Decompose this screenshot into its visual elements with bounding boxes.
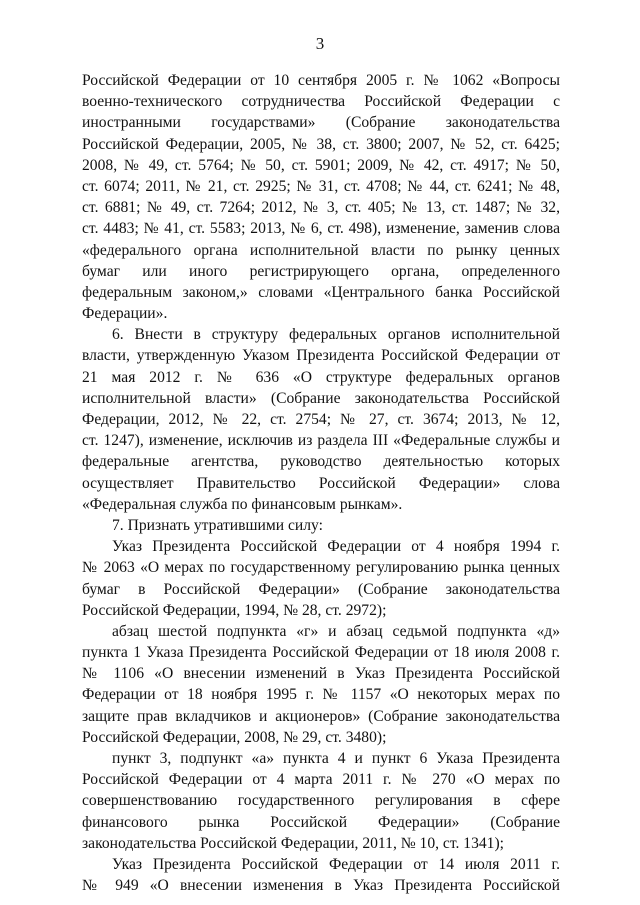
text-line: бумаг в Российской Федерации» (Собрание законодательства xyxy=(82,580,560,598)
text-line: ст. 6074; 2011, № 21, ст. 2925; № 31, ст. 4708; № 44, ст. 6241; № 48, xyxy=(82,177,560,195)
document-body xyxy=(82,70,560,896)
text-line: ст. 4483; № 41, ст. 5583; 2013, № 6, ст. 498), изменение, заменив слова xyxy=(82,220,560,238)
text-line: защите прав вкладчиков и акционеров» (Собрание законодательства xyxy=(82,707,560,725)
text-line: федеральным законом,» словами «Центрального банка Российской xyxy=(82,283,560,301)
page-number: 3 xyxy=(315,34,325,53)
text-line: Указ Президента Российской Федерации от 14 июля 2011 г. xyxy=(112,855,560,873)
text-line: абзац шестой подпункта «г» и абзац седьмой подпункта «д» xyxy=(112,622,560,640)
text-line: Российской Федерации от 4 марта 2011 г. № 270 «О мерах по xyxy=(82,771,560,789)
text-line: федеральные агентства, руководство деятельностью которых xyxy=(82,453,560,471)
text-line: № 949 «О внесении изменения в Указ Президента Российской xyxy=(82,877,560,895)
text-line: ст. 6881; № 49, ст. 7264; 2012, № 3, ст. 405; № 13, ст. 1487; № 32, xyxy=(82,199,560,217)
text-line: 21 мая 2012 г. № 636 «О структуре федеральных органов xyxy=(82,368,560,386)
text-line: 6. Внести в структуру федеральных органов исполнительной xyxy=(112,326,560,344)
text-line: иностранными государствами» (Собрание законодательства xyxy=(82,114,560,132)
text-line: пункт 3, подпункт «а» пункта 4 и пункт 6 Указа Президента xyxy=(112,750,560,767)
text-line: законодательства Российской Федерации, 2011, № 10, ст. 1341); xyxy=(82,834,504,852)
text-line: Российской Федерации от 10 сентября 2005 г. № 1062 «Вопросы xyxy=(82,72,560,89)
text-line: исполнительной власти» (Собрание законодательства Российской xyxy=(82,389,560,407)
text-line: № 1106 «О внесении изменений в Указ Президента Российской xyxy=(82,665,560,683)
text-line: «федерального органа исполнительной власти по рынку ценных xyxy=(82,241,560,259)
text-line: Федерации, 2012, № 22, ст. 2754; № 27, ст. 3674; 2013, № 12, xyxy=(82,411,560,428)
text-line: «Федеральная служба по финансовым рынкам». xyxy=(82,495,403,513)
text-line: Федерации от 18 ноября 1995 г. № 1157 «О некоторых мерах по xyxy=(82,686,560,704)
text-line: Российской Федерации, 1994, № 28, ст. 2972); xyxy=(82,601,387,619)
text-line: финансового рынка Российской Федерации» (Собрание xyxy=(82,813,560,831)
text-line: бумаг или иного регистрирующего органа, определенного xyxy=(82,262,560,280)
text-line: № 2063 «О мерах по государственному регулированию рынка ценных xyxy=(82,559,560,577)
text-line: совершенствованию государственного регулирования в сфере xyxy=(82,792,560,810)
text-line: военно-технического сотрудничества Российской Федерации с xyxy=(82,93,560,111)
text-line: Российской Федерации, 2008, № 29, ст. 3480); xyxy=(82,728,387,746)
text-line: 2008, № 49, ст. 5764; № 50, ст. 5901; 2009, № 42, ст. 4917; № 50, xyxy=(82,156,560,174)
text-line: осуществляет Правительство Российской Федерации» слова xyxy=(82,474,560,492)
text-line: Федерации». xyxy=(82,305,168,323)
text-line: Российской Федерации, 2005, № 38, ст. 3800; 2007, № 52, ст. 6425; xyxy=(82,135,560,153)
text-line: Указ Президента Российской Федерации от 4 ноября 1994 г. xyxy=(112,538,560,556)
text-line: ст. 1247), изменение, исключив из раздела III «Федеральные службы и xyxy=(82,432,560,450)
text-line: пункта 1 Указа Президента Российской Федерации от 18 июля 2008 г. xyxy=(82,644,560,662)
text-line: 7. Признать утратившими силу: xyxy=(112,516,323,534)
text-line: власти, утвержденную Указом Президента Российской Федерации от xyxy=(82,347,560,365)
